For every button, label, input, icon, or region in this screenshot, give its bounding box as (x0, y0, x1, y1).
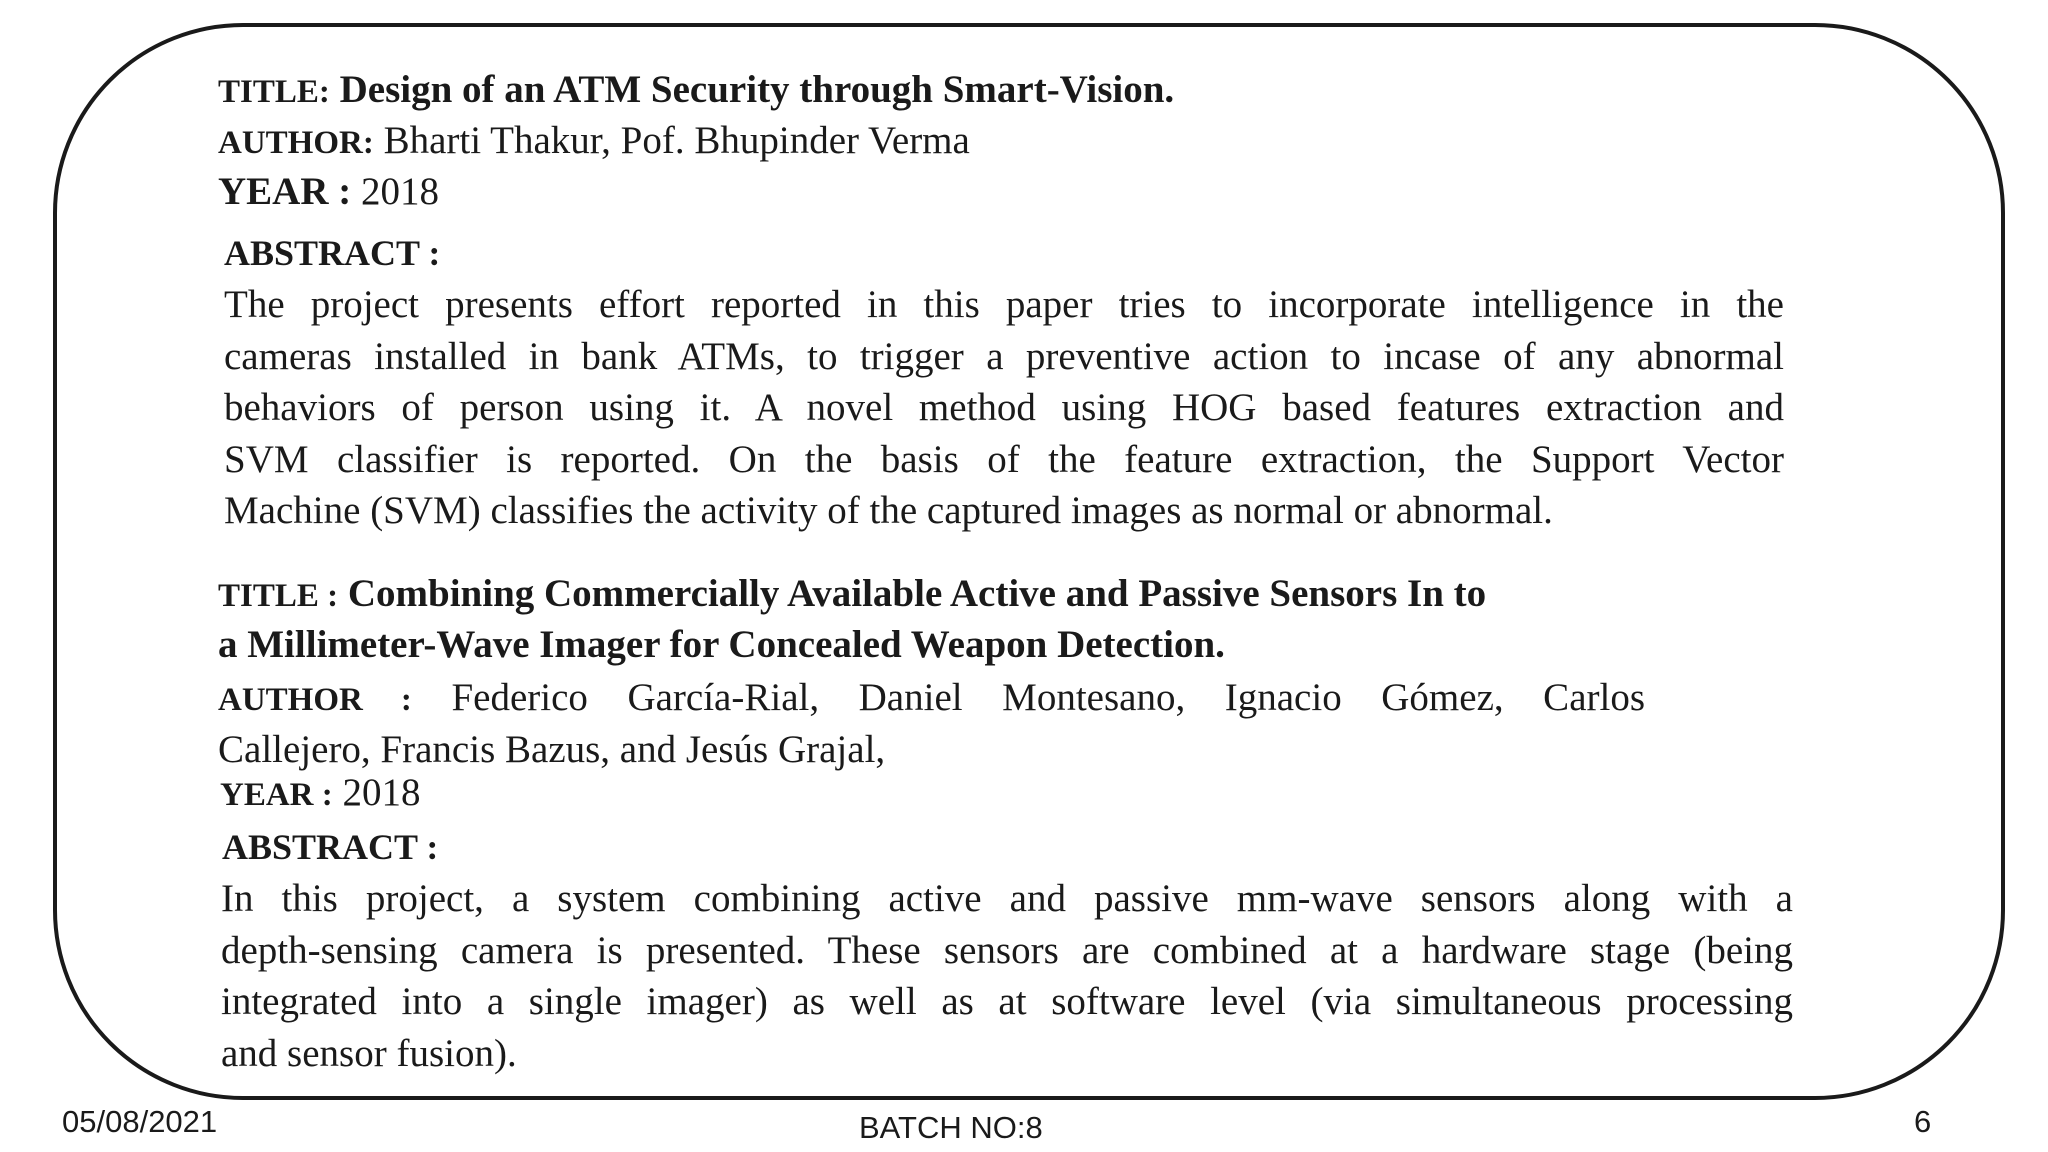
abstract-line: integrated into a single imager) as well as at software level (via simultaneous processing (221, 980, 1793, 1023)
paper-title-continued: a Millimeter-Wave Imager for Concealed Weapon Detection. (218, 623, 1225, 666)
abstract-line: cameras installed in bank ATMs, to trigger a preventive action to incase of any abnormal (224, 334, 1784, 378)
footer-page-number: 6 (1914, 1104, 1932, 1139)
author-label: AUTHOR: (218, 125, 374, 161)
paper-author-line (218, 672, 1645, 727)
abstract-line: behaviors of person using it. A novel method using HOG based features extraction and (224, 386, 1784, 429)
paper-author: Bharti Thakur, Pof. Bhupinder Verma (383, 119, 970, 162)
paper-year: 2018 (361, 170, 439, 213)
abstract-line: and sensor fusion). (221, 1031, 517, 1075)
paper-year: 2018 (342, 771, 421, 814)
abstract-line: Machine (SVM) classifies the activity of the captured images as normal or abnormal. (224, 489, 1553, 532)
paper-author: Federico García-Rial, Daniel Montesano, Ignacio Gómez, Carlos (451, 676, 1646, 719)
year-label: YEAR : (218, 170, 352, 213)
paper-author-line (218, 117, 970, 167)
paper-title-line (218, 570, 1486, 620)
paper-author-block (218, 672, 1645, 775)
title-label: TITLE : (218, 578, 339, 614)
footer-batch: BATCH NO:8 (859, 1110, 1043, 1145)
paper-abstract (224, 279, 1784, 537)
paper-title: Combining Commercially Available Active and Passive Sensors In to (347, 572, 1487, 615)
paper-title-line (218, 66, 1174, 116)
year-label: YEAR : (220, 777, 333, 813)
abstract-line: The project presents effort reported in this paper tries to incorporate intelligence in the (224, 283, 1784, 326)
footer-date: 05/08/2021 (62, 1104, 218, 1139)
abstract-line: depth-sensing camera is presented. These sensors are combined at a hardware stage (being (221, 928, 1793, 972)
paper-year-line (218, 168, 439, 216)
paper-title: Design of an ATM Security through Smart-Vision. (339, 68, 1175, 111)
title-label: TITLE: (218, 74, 330, 110)
abstract-line: In this project, a system combining active and passive mm-wave sensors along with a (221, 877, 1793, 920)
paper-year-line (220, 769, 421, 819)
paper-abstract (221, 873, 1793, 1079)
abstract-label: ABSTRACT : (224, 233, 441, 273)
abstract-line: SVM classifier is reported. On the basis of the feature extraction, the Support Vector (224, 437, 1784, 481)
paper-author-continued: Callejero, Francis Bazus, and Jesús Grajal, (218, 727, 886, 771)
author-label: AUTHOR : (218, 682, 412, 718)
abstract-label: ABSTRACT : (222, 827, 439, 867)
